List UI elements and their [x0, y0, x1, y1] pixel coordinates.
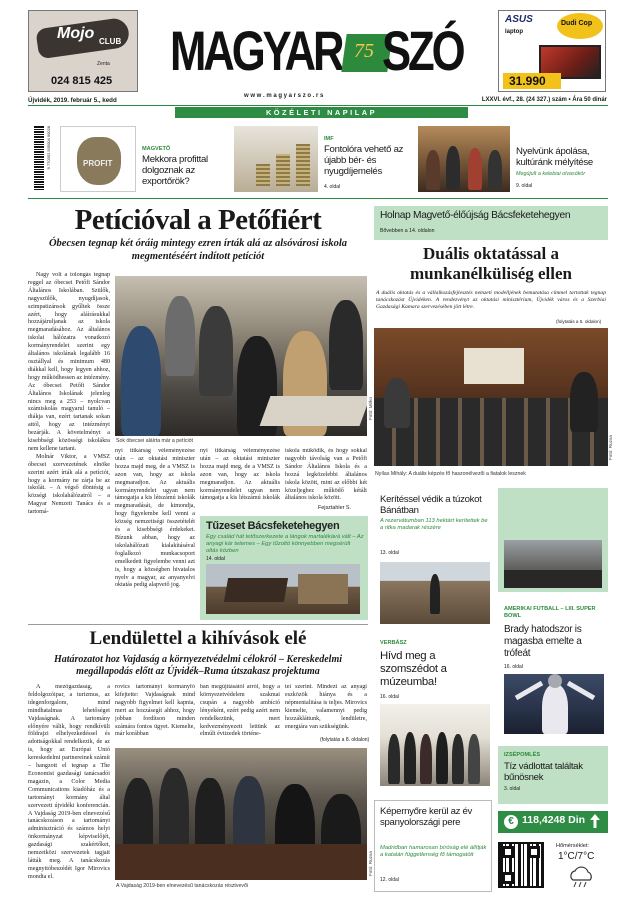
ad-mojo-club[interactable]	[28, 10, 138, 92]
kerites-page: 13. oldal	[380, 550, 399, 556]
lead-subtitle: Óbecsen tegnap két óráig mintegy ezren írták alá az alsóvárosi iskola megmentéséért indított petíciót	[48, 238, 348, 262]
masthead-name-right: SZÓ	[382, 19, 463, 82]
verbasz-page: 16. oldal	[380, 694, 399, 700]
izsepomles-title: Tíz vádlottat találtak bűnösnek	[504, 761, 583, 783]
lead-col1-text: Nagy volt a tolongás tegnap reggel az óbecsei Petőfi Sándor Általános Iskolában. Szülők, nagyszülők, nyugdíjasok, szimpatizánsok gyűltek össze azért, hogy aláírásukkal hozzájáruljanak az iskola megmaradásához. Az általános iskolai hálózatra vonatkozó kormányrendelet szerint egy általános iskolának legalább 16 osztállyal és minimum 480 diákkal kell, hogy legyen ahhoz, hogy működhessen az intézmény. Az óbecsei Petőfi Sándor Általános Iskolának jelenleg nincs meg a 253 – nyolcvan számiskolás magyarul tanuló – diákja van, ezért tartanak sokan attól, hogy az intézményt bezárják. A követelményt a kisebbségi közösségi iskolákra nem kellene tartani.	[28, 272, 110, 452]
lendulet-col3: ban megújításától arról, hogy a környezetvédelem szakmai csupán a nagyobb ambíció lényeként, ezért pedig azért nem rendelkezünk, mert kedvezményezett lettünk az elmúlt évtizedek történe-	[200, 684, 280, 738]
ad-asus-dudi[interactable]	[498, 10, 606, 92]
teaser-imf[interactable]	[234, 126, 409, 192]
lendulet-col2: rovics tartományi kormányfő kifejtette: Vajdaságnak mind nagyobb figyelmet kell kapnia, mert az hozzásegít ahhoz, hogy jobban fordítson minden számára fontos ügyet. Kiemelte, már korábban	[115, 684, 195, 738]
ad-asus-brand: ASUS	[505, 14, 533, 25]
teaser-profit-tag: MAGVETŐ	[142, 146, 171, 152]
dual-byline: (folytatás a 5. oldalon)	[556, 319, 602, 324]
lead-col3-text: nyi titkárság véleményezése után – az oktatási miniszter hozza majd meg, de a VMSZ is azon van, hogy az iskola megmaradjon. Az aktuális kormányrendelet ugyan nem támogatja a kis létszámú iskolák	[200, 448, 280, 500]
dual-title[interactable]: Duális oktatással a munkanélküliség ellen	[409, 244, 572, 283]
dual-lead: A duális oktatás és a vállalkozásfejlesztés nemzeti modelljének bemutatása címmel tartottak tegnap tanácskozást Újvidéken. A rendezvényt az oktatási minisztérium, Újvidék város és a Szerbiai Gazdasági Kamara szervezésében jött létre.	[376, 290, 606, 311]
lead-title: Petícióval a Petőfiért	[74, 204, 322, 236]
ad-product: laptop	[505, 29, 523, 35]
ad-price: 31.990	[509, 74, 546, 88]
masthead-issue: LXXVI. évf., 28. (24 327.) szám • Ára 50 dinár	[481, 97, 607, 103]
weather-label: Hőmérséklet:	[556, 843, 589, 849]
currency-value: 118,4248 Din	[522, 814, 586, 826]
holnap-text: Holnap Magvető-élőújság Bácsfeketehegyen	[380, 210, 571, 221]
masthead-rule	[28, 105, 608, 106]
ad-mojo-brand-bottom: CLUB	[99, 37, 122, 46]
lead-byline: Fejsztahler S.	[318, 505, 351, 511]
ad-dudi-shop: Dudi Cop	[561, 20, 593, 27]
holnap-sub: Bővebben a 14. oldalon	[380, 228, 435, 234]
teaser-imf-text: Fontolóra vehető az újabb bér- és nyugdíjemelés	[324, 144, 404, 177]
masthead-date: Újvidék, 2019. február 5., kedd	[28, 97, 117, 104]
football-page: 16. oldal	[504, 664, 523, 670]
arrow-up-icon	[590, 814, 600, 828]
lead-col2: nyi titkárság véleményezése után – az oktatási miniszter hozza majd meg, de a VMSZ is azon van, hogy az iskola megmaradjon. Az aktuális kormányrendelet ugyan nem támogatja a kis létszámú iskolák megmaradását, de kimondja, hogy figyelembe kell venni a község nemzetiségi összetételét és a kisebbségi érdekeket. Bízunk abban, hogy az iskolahálózati kialakításával foglalkozó munkacsoport emelkedett figyelembe venni azt is, hogy a községben hivatalos nyelv a magyar, az anyanyelvi oktatás pedig alapvető jog.	[115, 448, 195, 589]
lead-photo	[115, 276, 367, 436]
football-tag: AMERIKAI FUTBALL – LIII. SUPER BOWL	[504, 606, 596, 619]
dual-credit: Fotó: Ruzsa	[608, 435, 613, 460]
barcode	[34, 126, 44, 190]
lendulet-photo	[115, 748, 367, 880]
lendulet-byline: (folytatás a 8. oldalon)	[320, 737, 370, 743]
football-photo	[504, 674, 604, 734]
fire-page: 14. oldal	[206, 556, 225, 562]
verbasz-tag: VERBÁSZ	[380, 640, 407, 646]
fire-title: Tűzeset Bácsfeketehegyen	[206, 520, 340, 532]
lendulet-subtitle: Határozatot hoz Vajdaság a környezetvédelmi célokról – Kereskedelmi megállapodás előtt az Újvidék–Ruma útszakasz projektuma	[53, 654, 343, 677]
barcode-text: 9 770352 505004 90028	[46, 126, 51, 170]
masthead-name-left: MAGYAR	[170, 19, 342, 82]
football-title: Brady hatodszor is magasba emelte a trófeát	[504, 624, 582, 659]
dual-caption: Nyílas Mihály: A duális képzés fő haszonélvezői a fiatalok lesznek	[375, 471, 526, 477]
coins-image	[234, 126, 318, 192]
weather-cloud-icon	[566, 866, 596, 888]
dual-photo	[374, 328, 608, 466]
ad-mojo-phone: 024 815 425	[51, 75, 113, 87]
lead-photo-credit: Fotó: Mirko	[368, 397, 373, 420]
kerites-photo	[380, 562, 490, 624]
lead-col1-text-b: Molnár Viktor, a VMSZ óbecsei szervezetének elnöke szerint azért írták alá a petíciót, hogy a kormány ne zárja be az iskolát. – A végső döntésig a községi iskolahálózatról – a Magyar Nemzeti Tanács és a tartomá-	[28, 453, 110, 516]
lendulet-title[interactable]: Lendülettel a kihívások elé	[89, 628, 307, 649]
teaser-profit-text: Mekkora profittal dolgoznak az exportőrök?	[142, 154, 208, 187]
teaser-profit[interactable]	[60, 126, 223, 192]
masthead-band-text: KÖZÉLETI NAPILAP	[265, 108, 378, 117]
fire-text: Egy család hát tetőszerkezete a lángok martalékává vált – Az anyagi kár tetemes – Egy tűzoltó könnyebben megsérült oltás közben	[206, 534, 364, 555]
kerites-title: Kerítéssel védik a túzokot Bánátban	[380, 494, 482, 516]
coin-stack-icon	[276, 154, 290, 186]
teaser-imf-tag: IMF	[324, 136, 334, 142]
coin-stack-icon	[296, 144, 310, 186]
lead-photo-caption: Sok óbecsei aláírta már a petíciót	[116, 438, 193, 444]
kepernyo-title: Képernyőre kerül az év spanyolországi pere	[380, 806, 473, 828]
lendulet-credit: Fotó: Ruzsa	[368, 851, 373, 876]
lead-col4: iskola működik, és hogy sokkal nagyobb távolság van a Petőfi Sándor Általános Iskola és a hozzá legközelebbi általános iskola között, mint az előbbi két közeljeghez működő kétált általános iskola között.	[285, 448, 367, 500]
teaser-nyelv-sub: Megújult a kelebiai olvasókör	[516, 171, 586, 177]
lendulet-rule	[28, 624, 368, 625]
sack-label: PROFIT	[83, 159, 113, 168]
kepernyo-page: 12. oldal	[380, 877, 399, 883]
masthead-emblem-number: 75	[354, 40, 374, 62]
weather-temp: 1°C/7°C	[558, 851, 595, 862]
teaser-nyelv[interactable]	[418, 126, 608, 192]
euro-icon: €	[504, 815, 518, 829]
teaser-nyelv-text: Nyelvünk ápolása, kultúránk mélyítése	[516, 146, 593, 168]
kerites-text: A rezervátumban 113 hektárt kerítettek be a ritka madarak részére	[380, 518, 488, 532]
qr-code-icon[interactable]	[498, 842, 544, 888]
szabadka-photo	[504, 540, 602, 588]
nyelv-photo	[418, 126, 510, 192]
teaser-imf-page: 4. oldal	[324, 184, 341, 190]
izsepomles-tag: IZSÉPOMLÉS	[504, 752, 541, 758]
lead-col3	[200, 448, 280, 500]
teaser-nyelv-page: 9. oldal	[516, 183, 533, 189]
coin-stack-icon	[256, 164, 270, 186]
fire-photo	[206, 564, 360, 614]
masthead-logo	[168, 14, 468, 99]
verbasz-title: Hívd meg a szomszédot a múzeumba!	[380, 650, 447, 688]
kepernyo-text: Madridban hamarosan bíróság elé állítják a katalán függetlenség fő támogatóit	[380, 845, 487, 859]
profit-sack-image	[60, 126, 136, 192]
lendulet-col1: A mezőgazdaság, a feldolgozóipar, a turizmus, az idegenforgalom, mind mindhatalmas lehetőséget Vajdaságnak. A tartomány előnyére válik, hogy rendkívüli földrajzi elhelyezkedéssel és adottságokkal rendelkezik, de az is, hogy az Európai Unió kereskedelmi partnereinek számít – hangzott el tegnap a The Economist gazdasági tanácsadói magazin, a Color Media Communications kiadóház és a tartományi kormány által szervezett újvidéki konferencián. A Vajdaság 2019-ben elnevezésű tanácskozáson a tartományi adminisztráció és számos helyi önkormányzat képviselőjét, gazdasági szakértőket, nemzetközi szervezetek tagjait látták meg. A tanácskozás megnyitóbeszédét Igor Mirovics mondta el.	[28, 684, 110, 880]
teaser-rule	[28, 198, 608, 199]
verbasz-photo	[380, 704, 490, 786]
masthead-url: w w w . m a g y a r s z o . r s	[244, 93, 324, 99]
lead-col1	[28, 272, 110, 552]
izsepomles-page: 3. oldal	[504, 786, 521, 792]
ad-mojo-place: Zenta	[97, 61, 110, 67]
lendulet-col4: tei szerint. Mindezt az anyagi eszközök hiánya és a népmentalitása is teljes. Mirovics kiemelte, valamennyi pedig hozzákláttunk, lendületre, energiára van szükségünk.	[285, 684, 367, 730]
ad-mojo-brand: Mojo	[57, 25, 95, 42]
lendulet-caption: A Vajdaság 2019-ben elnevezésű tanácskozás résztvevői	[116, 883, 248, 889]
